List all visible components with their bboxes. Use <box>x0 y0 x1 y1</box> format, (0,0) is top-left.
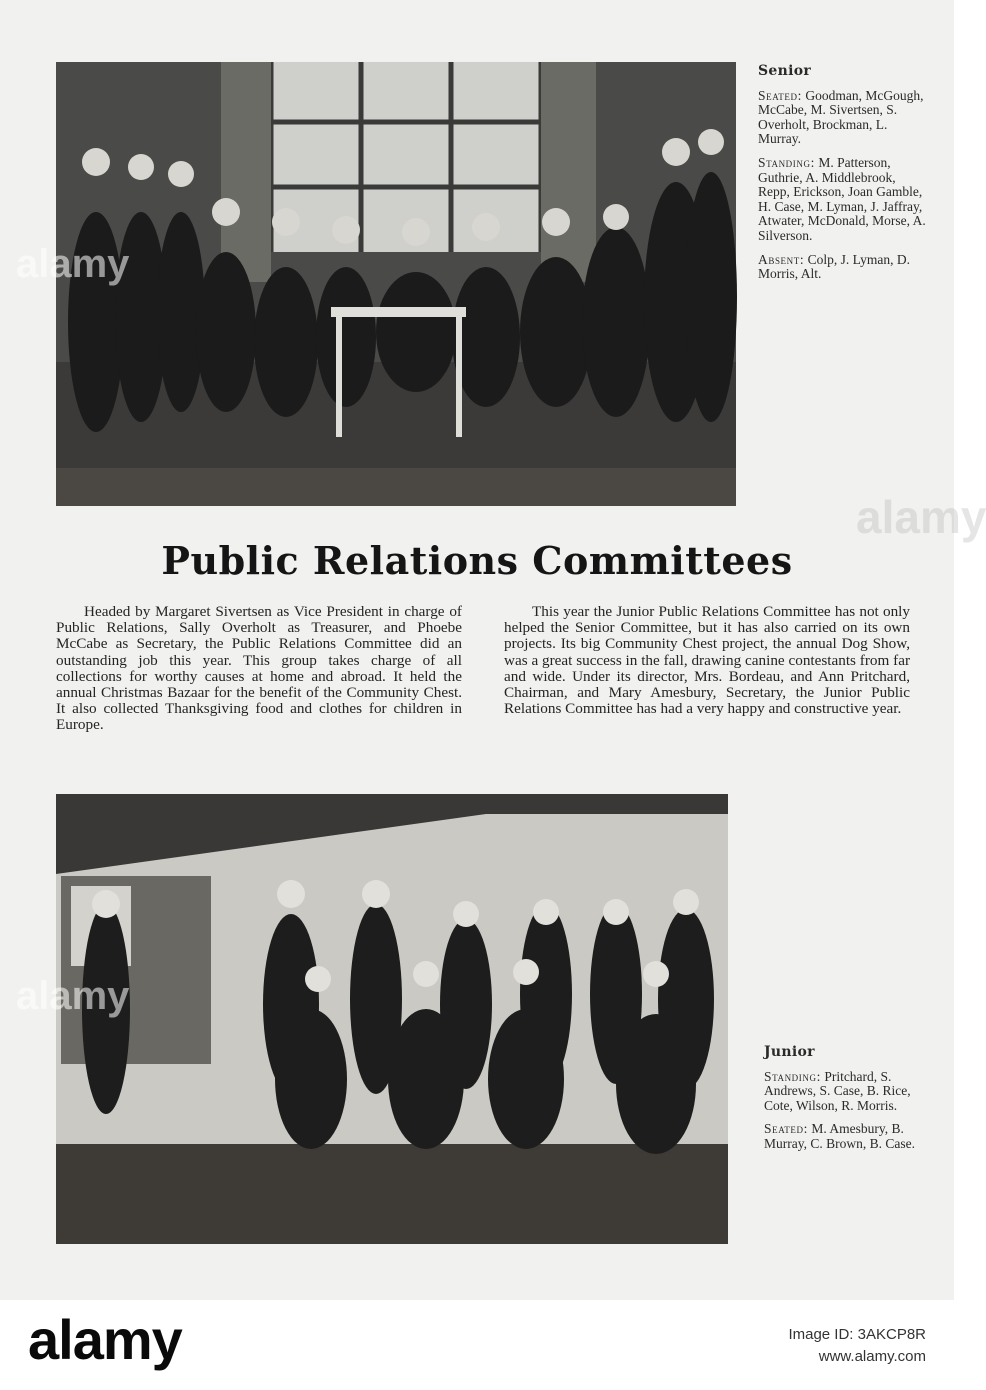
junior-seated-label: Seated: <box>764 1121 808 1137</box>
senior-seated-names: Goodman, McGough, McCabe, M. Sivertsen, S. Overholt, Brockman, L. Murray. <box>758 87 924 147</box>
junior-standing-label: Standing: <box>764 1068 821 1084</box>
junior-committee-photo <box>16 794 728 1244</box>
senior-committee-photo <box>16 62 736 506</box>
watermark: alamy <box>16 242 130 286</box>
footer-site-link[interactable]: www.alamy.com <box>818 1348 926 1365</box>
senior-absent <box>758 253 928 282</box>
alamy-logo[interactable]: alamy <box>28 1308 182 1371</box>
junior-caption <box>764 1045 934 1161</box>
watermark-bottom: alamy <box>16 974 130 1018</box>
body-right-column: This year the Junior Public Relations Committee has not only helped the Senior Committee, but it has also carried on its own projects. Its big Community Chest project, the annual Dog Show, was a great success in the fall, drawing canine contestants from far and wide. Under its director, Mrs. Bordeau, and Ann Pritchard, Chairman, and Mary Amesbury, Secretary, the Junior Public Relations Committee has had a very happy and constructive year. <box>504 603 910 718</box>
senior-absent-label: Absent: <box>758 251 805 267</box>
senior-seated-label: Seated: <box>758 87 802 103</box>
senior-caption <box>758 64 928 291</box>
junior-seated-names: M. Amesbury, B. Murray, C. Brown, B. Case. <box>764 1121 915 1151</box>
senior-absent-names: Colp, J. Lyman, D. Morris, Alt. <box>758 251 910 282</box>
junior-standing-names: Pritchard, S. Andrews, S. Case, B. Rice, Cote, Wilson, R. Morris. <box>764 1068 911 1113</box>
body-left-column: Headed by Margaret Sivertsen as Vice President in charge of Public Relations, Sally Overholt as Treasurer, and Phoebe McCabe as Secretary, the Public Relations Committee did an outstanding job this year. This group takes charge of all collections for worthy causes at home and abroad. It held the annual Christmas Bazaar for the benefit of the Community Chest. It also collected Thanksgiving food and clothes for children in Europe. <box>56 603 462 734</box>
junior-heading: Junior <box>764 1044 815 1060</box>
senior-standing-label: Standing: <box>758 154 815 170</box>
senior-heading: Senior <box>758 63 812 79</box>
senior-standing <box>758 156 928 244</box>
footer-image-id: Image ID: 3AKCP8R <box>788 1326 926 1343</box>
page-title: Public Relations Committees <box>161 538 793 583</box>
junior-standing <box>764 1070 934 1114</box>
senior-seated <box>758 89 928 147</box>
senior-standing-names: M. Patterson, Guthrie, A. Middlebrook, Repp, Erickson, Joan Gamble, H. Case, M. Lyman, J. Jaffray, Atwater, McDonald, Morse, A. Silverson. <box>758 154 926 243</box>
junior-seated <box>764 1122 934 1151</box>
watermark-right: alamy <box>856 491 986 543</box>
